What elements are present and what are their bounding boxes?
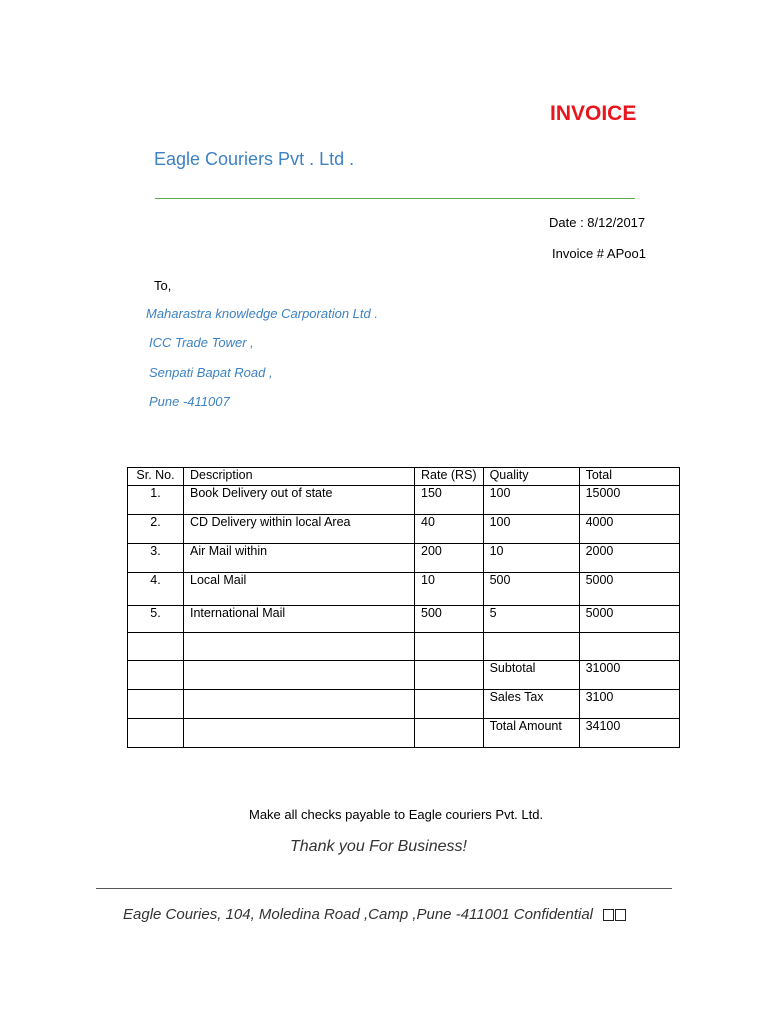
- table-cell: 150: [415, 486, 484, 515]
- table-cell: 2.: [128, 515, 184, 544]
- table-cell: 3.: [128, 544, 184, 573]
- column-header: Rate (RS): [415, 468, 484, 486]
- table-cell: Book Delivery out of state: [184, 486, 415, 515]
- table-cell: [483, 633, 579, 661]
- table-cell: 15000: [579, 486, 679, 515]
- missing-glyph-icon: [603, 908, 627, 925]
- column-header: Description: [184, 468, 415, 486]
- sales-tax-row: [128, 690, 680, 719]
- table-cell: 4.: [128, 573, 184, 606]
- table-cell: [128, 633, 184, 661]
- table-cell: Sales Tax: [483, 690, 579, 719]
- table-cell: [415, 719, 484, 748]
- recipient-line: ICC Trade Tower ,: [149, 335, 254, 350]
- table-cell: 1.: [128, 486, 184, 515]
- column-header: Quality: [483, 468, 579, 486]
- invoice-number: Invoice # APoo1: [552, 246, 646, 261]
- subtotal-row: [128, 661, 680, 690]
- recipient-line: Maharastra knowledge Carporation Ltd .: [146, 306, 378, 321]
- table-cell: [184, 633, 415, 661]
- footer-address-line: [123, 906, 627, 925]
- table-row: [128, 633, 680, 661]
- table-cell: 100: [483, 486, 579, 515]
- table-cell: 2000: [579, 544, 679, 573]
- table-cell: [184, 661, 415, 690]
- table-cell: 5000: [579, 606, 679, 633]
- table-cell: 5: [483, 606, 579, 633]
- footer-address: Eagle Couries, 104, Moledina Road ,Camp ,Pune -411001 Confidential: [123, 906, 594, 923]
- total-amount-row: [128, 719, 680, 748]
- table-cell: 40: [415, 515, 484, 544]
- table-cell: Air Mail within: [184, 544, 415, 573]
- table-row: [128, 606, 680, 633]
- column-header: Total: [579, 468, 679, 486]
- table-cell: 200: [415, 544, 484, 573]
- table-cell: 10: [483, 544, 579, 573]
- table-cell: [415, 661, 484, 690]
- table-cell: [128, 661, 184, 690]
- table-cell: Local Mail: [184, 573, 415, 606]
- table-header-row: [128, 468, 680, 486]
- table-cell: 4000: [579, 515, 679, 544]
- table-cell: 31000: [579, 661, 679, 690]
- footer-divider: [96, 888, 672, 889]
- table-cell: 5000: [579, 573, 679, 606]
- table-cell: 500: [415, 606, 484, 633]
- table-cell: [579, 633, 679, 661]
- table-row: [128, 544, 680, 573]
- table-cell: [184, 719, 415, 748]
- table-cell: 3100: [579, 690, 679, 719]
- table-cell: CD Delivery within local Area: [184, 515, 415, 544]
- invoice-title: INVOICE: [550, 102, 637, 125]
- table-cell: Total Amount: [483, 719, 579, 748]
- table-cell: 500: [483, 573, 579, 606]
- table-cell: [128, 719, 184, 748]
- invoice-date: Date : 8/12/2017: [549, 215, 646, 230]
- thank-you-note: Thank you For Business!: [290, 838, 467, 855]
- recipient-line: Senpati Bapat Road ,: [149, 365, 273, 380]
- table-cell: 100: [483, 515, 579, 544]
- recipient-salutation: To,: [154, 278, 172, 293]
- table-cell: [184, 690, 415, 719]
- table-cell: [128, 690, 184, 719]
- table-cell: 34100: [579, 719, 679, 748]
- table-cell: International Mail: [184, 606, 415, 633]
- recipient-line: Pune -411007: [149, 394, 230, 409]
- table-cell: Subtotal: [483, 661, 579, 690]
- table-cell: 10: [415, 573, 484, 606]
- table-row: [128, 515, 680, 544]
- invoice-items-table: [127, 467, 680, 748]
- table-cell: [415, 690, 484, 719]
- header-divider: [155, 198, 635, 199]
- table-cell: 5.: [128, 606, 184, 633]
- column-header: Sr. No.: [128, 468, 184, 486]
- table-cell: [415, 633, 484, 661]
- payable-note: Make all checks payable to Eagle couriers Pvt. Ltd.: [249, 807, 544, 822]
- table-row: [128, 573, 680, 606]
- company-name: Eagle Couriers Pvt . Ltd .: [154, 149, 355, 169]
- table-row: [128, 486, 680, 515]
